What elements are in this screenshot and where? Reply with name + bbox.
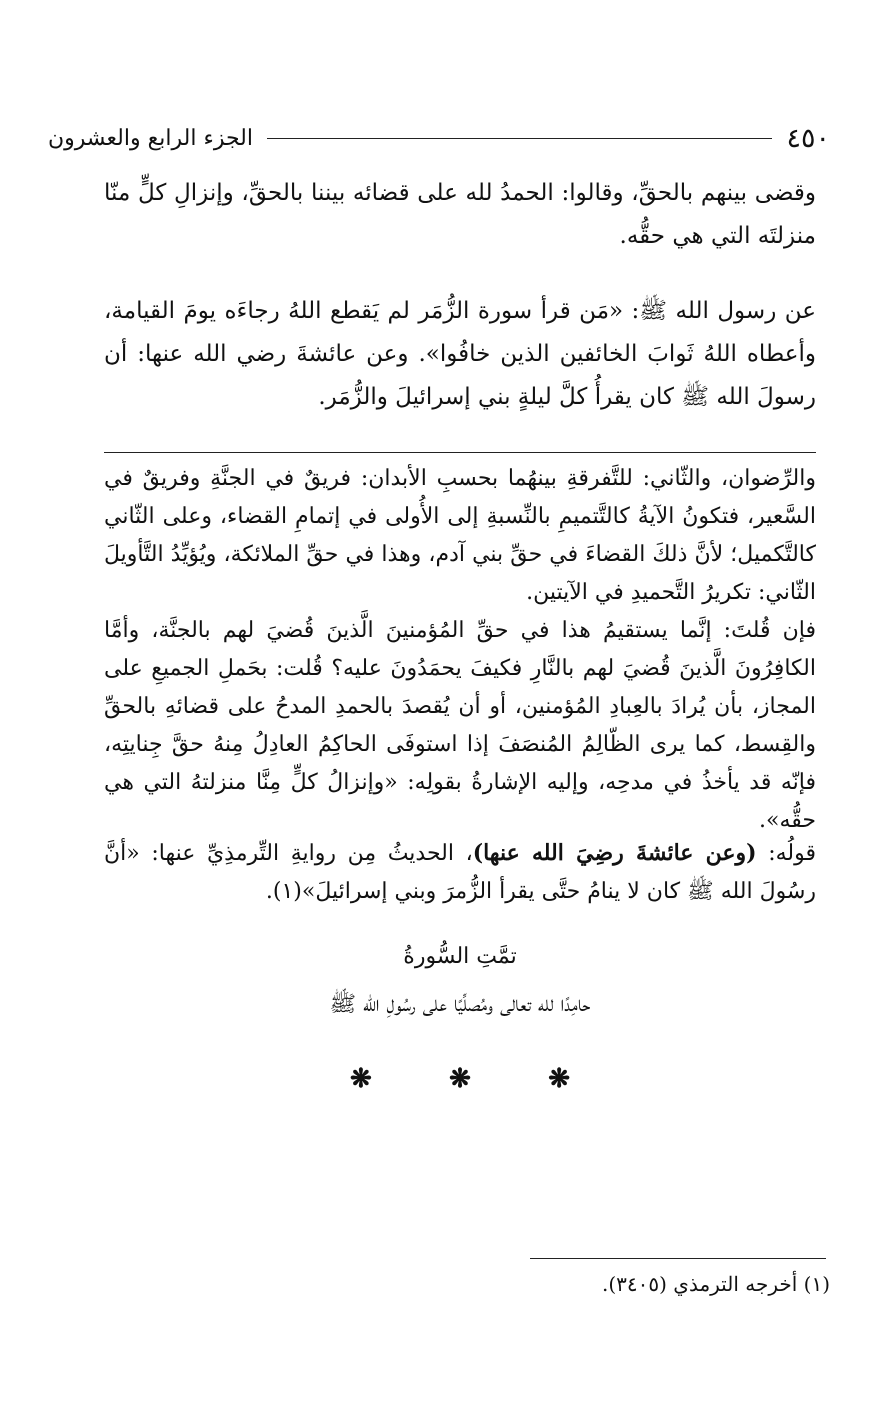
page-number: ٤٥٠ [786, 122, 830, 154]
colophon-line-2: حامِدًا لله تعالى ومُصلِّيًا على رسُولِ الله ﷺ [329, 992, 591, 1017]
commentary-paragraph-1: والرِّضوان، والثّاني: للتَّفرقةِ بينهُما بحسبِ الأبدان: فريقٌ في الجنَّةِ وفريقٌ في السَّعير، فتكونُ الآيةُ كالتَّتميمِ بالنِّسبةِ إلى الأُولى في إتمامِ القضاء، وعلى الثّاني كالتَّكميل؛ لأنَّ ذلكَ القضاءَ في حقِّ بني آدم، وهذا في حقِّ الملائكة، ويُؤيِّدُ التَّأويلَ الثّاني: تكريرُ التَّحميدِ في الآيتين. [104, 466, 816, 605]
star-ornament-icon: ❋ [548, 1064, 570, 1094]
quoted-phrase: (وعن عائشةَ رضِيَ الله عنها) [472, 840, 757, 866]
page-header [48, 118, 830, 158]
star-ornament-icon: ❋ [350, 1064, 372, 1094]
colophon-line-1: تمَّتِ السُّورةُ [403, 944, 517, 969]
main-text-paragraph-2: عن رسول الله ﷺ: «مَن قرأ سورة الزُّمَر لم يَقطع اللهُ رجاءَه يومَ القيامة، وأعطاه اللهُ ثَوابَ الخائفين الذين خافُوا». وعن عائشةَ رضي الله عنها: أن رسولَ الله ﷺ كان يقرأُ كلَّ ليلةٍ بني إسرائيلَ والزُّمَر. [104, 298, 816, 410]
commentary-paragraph-3: قولُه: (وعن عائشةَ رضِيَ الله عنها)، الحديثُ مِن روايةِ التِّرمذِيِّ عنها: «أنَّ رسُولَ الله ﷺ كان لا ينامُ حتَّى يقرأ الزُّمرَ وبني إسرائيلَ»(١). [104, 840, 816, 904]
main-text-paragraph-1: وقضى بينهم بالحقِّ، وقالوا: الحمدُ لله على قضائه بيننا بالحقِّ، وإنزالِ كلٍّ منّا منزلتَه التي هي حقُّه. [104, 180, 816, 249]
ornament-separator [350, 1064, 570, 1094]
text-divider [104, 452, 816, 453]
running-title: الجزء الرابع والعشرون [48, 125, 253, 151]
footnote: (١) أخرجه الترمذي (٣٤٠٥). [601, 1272, 830, 1296]
commentary-paragraph-2: فإن قُلتَ: إنَّما يستقيمُ هذا في حقِّ المُؤمنينَ الَّذينَ قُضيَ لهم بالجنَّة، وأمَّا الكافِرُونَ الَّذينَ قُضيَ لهم بالنَّارِ فكيفَ يحمَدُونَ عليه؟ قُلت: بحَملِ الجميعِ على المجاز، بأن يُرادَ بالعِبادِ المُؤمنين، أو أن يُقصدَ بالحمدِ المدحُ على قضائهِ بالحقِّ والقِسط، كما يرى الظّالِمُ المُنصَفَ إذا استوفَى الحاكِمُ العادِلُ مِنهُ حقَّ جِنايتِه، فإنّه قد يأخذُ في مدحِه، وإليه الإشارةُ بقولِه: «وإنزالُ كلٍّ مِنَّا منزلتهُ التي هي حقُّه». [104, 618, 816, 833]
footnote-rule [530, 1258, 826, 1259]
star-ornament-icon: ❋ [449, 1064, 471, 1094]
header-rule [267, 138, 773, 139]
